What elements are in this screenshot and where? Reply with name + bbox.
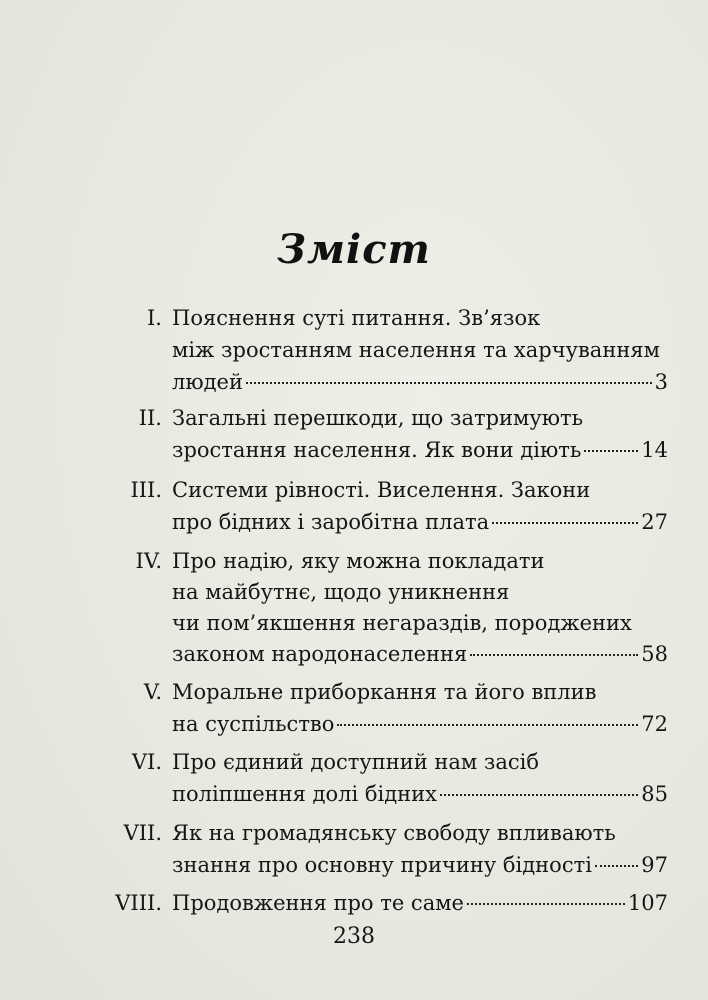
page-title: Зміст: [277, 226, 431, 273]
chapter-title-last-line: [172, 638, 668, 671]
dot-leader: [492, 522, 638, 524]
dot-leader: [470, 654, 638, 656]
page-number: 72: [641, 712, 668, 736]
chapter-title-last-line: [172, 506, 668, 539]
page-number: 58: [641, 642, 668, 666]
chapter-title-line: Продовження про те саме: [172, 891, 464, 915]
chapter-title-line: Про надію, яку можна покладати: [172, 549, 545, 573]
chapter-title-last-line: [172, 887, 668, 920]
chapter-title-line: Загальні перешкоди, що затримують: [172, 406, 584, 430]
chapter-title-last-line: [172, 708, 668, 741]
chapter-title-line: Системи рівності. Виселення. Закони: [172, 478, 591, 502]
chapter-title-line: поліпшення долі бідних: [172, 782, 437, 806]
chapter-number: IV.: [135, 549, 162, 573]
page-number: 14: [641, 438, 668, 462]
chapter-title-line: людей: [172, 370, 243, 394]
dot-leader: [440, 794, 638, 796]
chapter-title-line: Як на громадянську свободу впливають: [172, 821, 616, 845]
dot-leader: [584, 450, 638, 452]
chapter-number: I.: [147, 306, 162, 330]
chapter-number: VIII.: [115, 891, 162, 915]
dot-leader: [467, 903, 625, 905]
chapter-number: II.: [138, 406, 162, 430]
chapter-title-line: зростання населення. Як вони діють: [172, 438, 582, 462]
chapter-title-last-line: [172, 778, 668, 811]
chapter-title-last-line: [172, 849, 668, 882]
chapter-title-line: чи пом’якшення негараздів, породжених: [172, 611, 632, 635]
chapter-number: VII.: [123, 821, 162, 845]
chapter-title-line: знання про основну причину бідності: [172, 853, 592, 877]
page-number: 97: [641, 853, 668, 877]
page-number: 85: [641, 782, 668, 806]
page-number: 27: [641, 510, 668, 534]
chapter-number: III.: [130, 478, 162, 502]
chapter-title-line: між зростанням населення та харчуванням: [172, 338, 660, 362]
chapter-title-line: на майбутнє, щодо уникнення: [172, 580, 510, 604]
dot-leader: [246, 382, 652, 384]
chapter-title-line: Про єдиний доступний нам засіб: [172, 750, 540, 774]
folio-page-number: 238: [333, 924, 375, 949]
dot-leader: [595, 865, 638, 867]
chapter-title-line: про бідних і заробітна плата: [172, 510, 490, 534]
chapter-title-line: Моральне приборкання та його вплив: [172, 680, 597, 704]
chapter-number: VI.: [131, 750, 162, 774]
chapter-title-last-line: [172, 366, 668, 399]
dot-leader: [337, 724, 638, 726]
chapter-number: V.: [143, 680, 162, 704]
chapter-title-line: Пояснення суті питання. Зв’язок: [172, 306, 541, 330]
chapter-title-line: законом народонаселення: [172, 642, 468, 666]
page-number: 3: [654, 370, 668, 394]
chapter-title-line: на суспільство: [172, 712, 335, 736]
chapter-title-last-line: [172, 434, 668, 467]
page-number: 107: [627, 891, 668, 915]
